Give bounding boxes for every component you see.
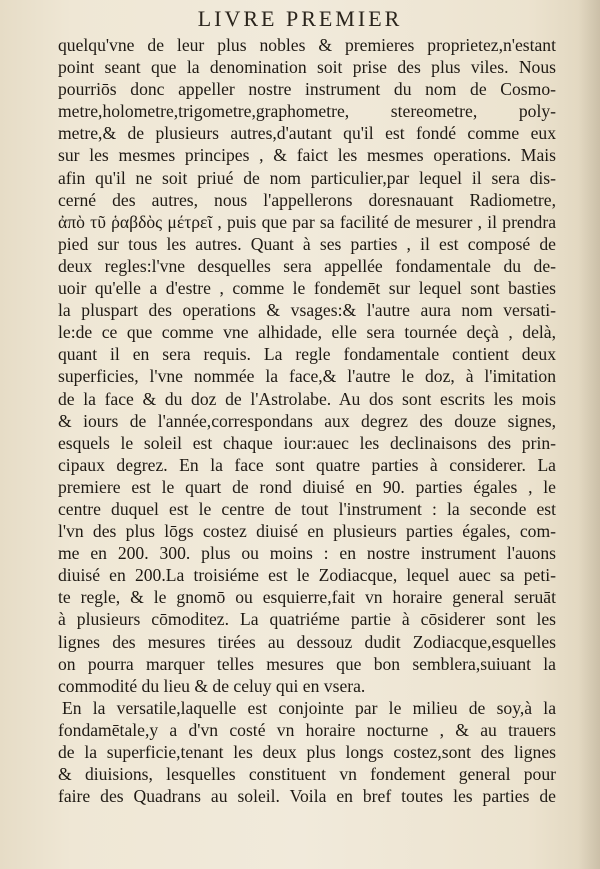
text-line: pourriōs donc appeller nostre instrument du nom de Cosmo-	[58, 79, 556, 100]
text-line: superficies, l'vne nommée la face,& l'autre le doz, à l'imitation	[58, 366, 556, 387]
text-line: metre,holometre,trigometre,graphometre, stereometre, poly-	[58, 101, 556, 122]
text-line: diuisé en 200.La troisiéme est le Zodiacque, lequel auec sa peti-	[58, 565, 556, 586]
text-line: faire des Quadrans au soleil. Voila en bref toutes les parties de	[58, 786, 556, 807]
text-line: de la face & du doz de l'Astrolabe. Au dos sont escrits les mois	[58, 388, 556, 409]
text-line: uoir qu'elle a d'estre , comme le fondemēt sur lequel sont basties	[58, 278, 556, 299]
text-line: fondamētale,y a d'vn costé vn horaire nocturne , & au trauers	[58, 719, 556, 740]
text-line: ἀπὸ τῦ ῥαβδὸς μέτρεῖ , puis que par sa facilité de mesurer , il prendra	[58, 211, 556, 232]
text-line: à plusieurs cōmoditez. La quatriéme partie à cōsiderer sont les	[58, 609, 556, 630]
text-line: premiere est le quart de rond diuisé en 90. parties égales , le	[58, 476, 556, 497]
text-line: lignes des mesures tirées au dessouz dudit Zodiacque,esquelles	[58, 631, 556, 652]
text-line: deux regles:l'vne desquelles sera appellée fondamentale du de-	[58, 255, 556, 276]
text-line-paragraph-end: commodité du lieu & de celuy qui en vsera.	[58, 675, 366, 696]
text-line: le:de ce que comme vne alhidade, elle sera tournée deçà , delà,	[58, 322, 556, 343]
text-line: afin qu'il ne soit priué de nom particulier,par lequel il sera dis-	[58, 167, 556, 188]
page-edge-shadow	[578, 0, 600, 869]
text-line-paragraph-start: En la versatile,laquelle est conjointe par le milieu de soy,à la	[62, 697, 556, 718]
text-line: centre duquel est le centre de tout l'instrument : la seconde est	[58, 498, 556, 519]
text-line: metre,& de plusieurs autres,d'autant qu'il est fondé comme eux	[58, 123, 556, 144]
text-line: cipaux degrez. En la face sont quatre parties à considerer. La	[58, 454, 556, 475]
text-line: point seant que la denomination soit prise des plus viles. Nous	[58, 57, 556, 78]
text-line: & diuisions, lesquelles constituent vn fondement general pour	[58, 764, 556, 785]
text-line: on pourra marquer telles mesures que bon semblera,suiuant la	[58, 653, 556, 674]
page-body-text	[58, 34, 556, 807]
text-line: esquels le soleil est chaque iour:auec les declinaisons des prin-	[58, 432, 556, 453]
running-head: LIVRE PREMIER	[197, 6, 403, 31]
text-line: de la superficie,tenant les deux plus longs costez,sont des lignes	[58, 742, 556, 762]
text-line: l'vn des plus lōgs costez diuisé en plusieurs parties égales, com-	[58, 521, 556, 542]
text-line: te regle, & le gnomō ou esquierre,fait vn horaire general seruāt	[58, 587, 556, 608]
text-line: sur les mesmes principes , & faict les mesmes operations. Mais	[58, 145, 556, 166]
text-line: pied sur tous les autres. Quant à ses parties , il est composé de	[58, 233, 556, 254]
text-line: me en 200. 300. plus ou moins : en nostre instrument l'auons	[58, 543, 556, 564]
text-line: & iours de l'année,correspondans aux degrez des douze signes,	[58, 410, 556, 431]
text-line: quant il en sera requis. La regle fondamentale contient deux	[58, 344, 556, 365]
text-line: la pluspart des operations & vsages:& l'autre aura nom versati-	[58, 300, 556, 321]
text-line: cerné des autres, nous l'appellerons doresnauant Radiometre,	[58, 189, 556, 210]
text-line: quelqu'vne de leur plus nobles & premieres proprietez,n'estant	[58, 35, 556, 55]
